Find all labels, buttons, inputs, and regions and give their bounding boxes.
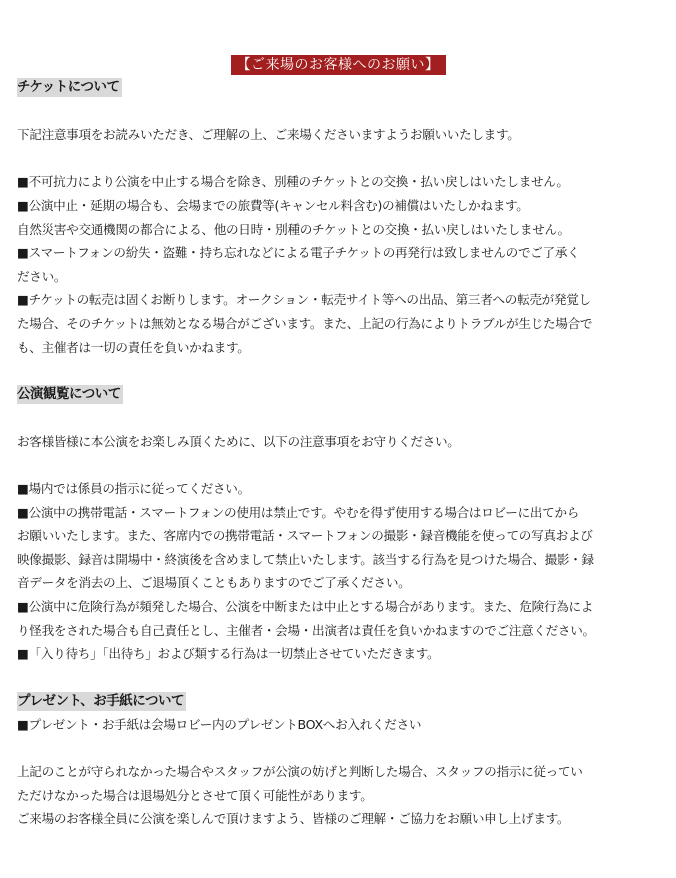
notice-line: ■公演中の携帯電話・スマートフォンの使用は禁止です。やむを得ず使用する場合はロビーに出てから	[17, 504, 580, 520]
notice-line: 音データを消去の上、ご退場頂くこともありますのでご了承ください。	[17, 575, 411, 591]
notice-line: ださい。	[17, 268, 67, 284]
notice-line: ■公演中に危険行為が頻発した場合、公演を中断または中止とする場合があります。また、危険行為によ	[17, 599, 594, 615]
section-intro: お客様皆様に本公演をお楽しみ頂くために、以下の注意事項をお守りください。	[17, 433, 460, 449]
notice-line: ■公演中止・延期の場合も、会場までの旅費等(キャンセル料含む)の補償はいたしかねます。	[17, 197, 529, 213]
notice-line: り怪我をされた場合も自己責任とし、主催者・会場・出演者は責任を負いかねますのでご注意ください。	[17, 622, 595, 638]
notice-line: ■不可抗力により公演を中止する場合を除き、別種のチケットとの交換・払い戻しはいたしません。	[17, 174, 569, 190]
notice-line: ■チケットの転売は固くお断りします。オークション・転売サイト等への出品、第三者への転売が発覚し	[17, 292, 591, 308]
notice-line: 映像撮影、録音は開場中・終演後を含めまして禁止いたします。該当する行為を見つけた場合、撮影・録	[17, 551, 594, 567]
notice-line: も、主催者は一切の責任を負いかねます。	[17, 339, 250, 355]
closing-line: 上記のことが守られなかった場合やスタッフが公演の妨げと判断した場合、スタッフの指示に従ってい	[17, 764, 583, 780]
section-heading-viewing: 公演観覧について	[17, 386, 121, 403]
closing-line: ただけなかった場合は退場処分とさせて頂く可能性があります。	[17, 787, 373, 803]
notice-line: ■場内では係員の指示に従ってください。	[17, 481, 250, 497]
closing-line: ご来場のお客様全員に公演を楽しんで頂けますよう、皆様のご理解・ご協力をお願い申し上げます。	[17, 811, 570, 827]
notice-line: ■スマートフォンの紛失・盗難・持ち忘れなどによる電子チケットの再発行は致しませんのでご了承く	[17, 245, 580, 261]
notice-line: た場合、そのチケットは無効となる場合がございます。また、上記の行為によりトラブルが生じた場合で	[17, 315, 593, 331]
notice-line: お願いいたします。また、客席内での携帯電話・スマートフォンの撮影・録音機能を使っての写真および	[17, 528, 593, 544]
section-heading-tickets: チケットについて	[17, 79, 120, 96]
notice-content	[17, 76, 657, 831]
notice-line: 自然災害や交通機関の都合による、他の日時・別種のチケットとの交換・払い戻しはいたしません。	[17, 221, 570, 237]
notice-line: ■プレゼント・お手紙は会場ロビー内のプレゼントBOXへお入れください	[17, 717, 422, 733]
notice-line: ■「入り待ち」「出待ち」および類する行為は一切禁止させていただきます。	[17, 646, 440, 662]
section-heading-presents: プレゼント、お手紙について	[17, 692, 184, 709]
section-intro: 下記注意事項をお読みいただき、ご理解の上、ご来場くださいますようお願いいたします。	[17, 127, 520, 143]
page-title: 【ご来場のお客様へのお願い】	[231, 55, 446, 75]
